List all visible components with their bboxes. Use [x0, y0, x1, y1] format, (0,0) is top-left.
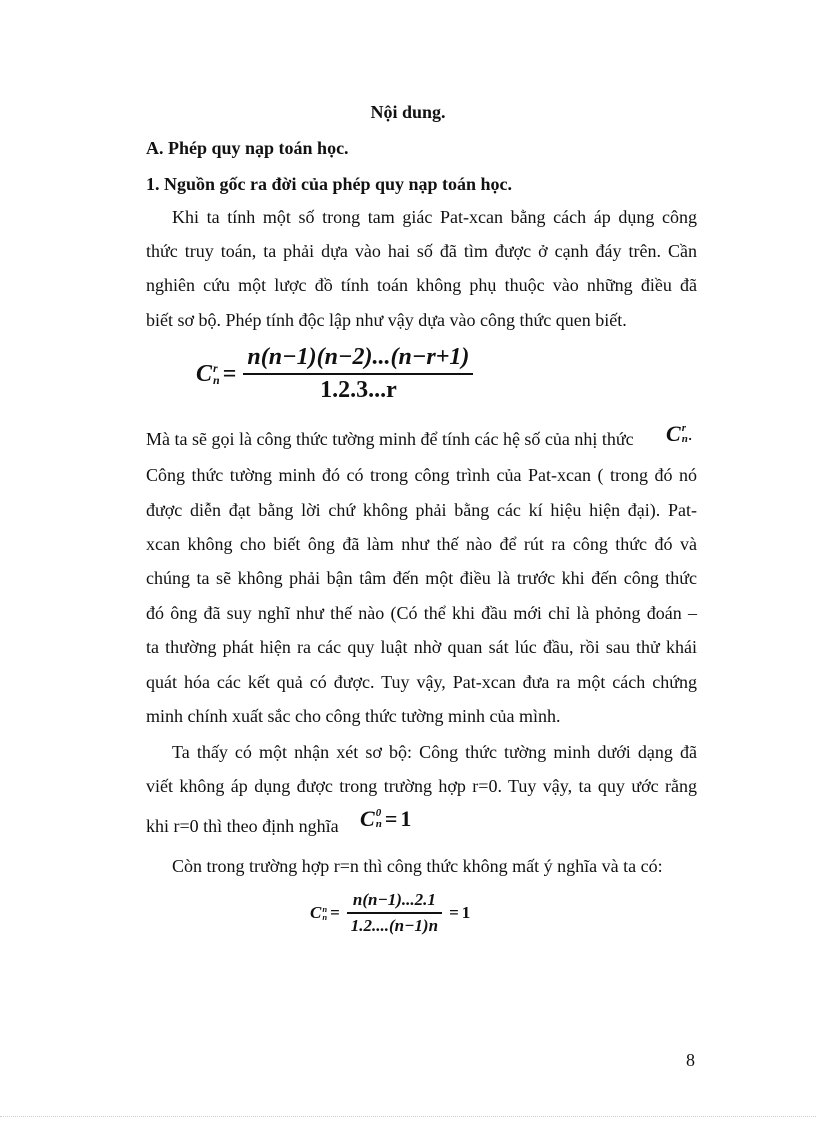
- paragraph-1-line-2: thức truy toán, ta phải dựa vào hai số đã tìm được ở cạnh đáy trên. Cần: [146, 241, 697, 261]
- paragraph-2-line-6: đó ông đã suy nghĩ như thế nào (Có thể khi đầu mới chỉ là phỏng đoán –: [146, 603, 697, 623]
- combination-formula: [196, 344, 477, 404]
- paragraph-1-line-3: nghiên cứu một lược đồ tính toán không phụ thuộc vào những điều đã: [146, 275, 697, 295]
- inline-combination-symbol: C r n .: [666, 421, 693, 446]
- paragraph-2-line-9: minh chính xuất sắc cho công thức tường minh của mình.: [146, 706, 561, 726]
- combination-symbol: C r n: [196, 360, 220, 387]
- paragraph-2-line-4: xcan không cho biết ông đã làm như thế nào để rút ra công thức đó và: [146, 534, 697, 554]
- page-title: Nội dung.: [370, 102, 446, 122]
- paragraph-4: Còn trong trường hợp r=n thì công thức không mất ý nghĩa và ta có:: [172, 856, 663, 876]
- paragraph-1-line-4: biết sơ bộ. Phép tính độc lập như vậy dựa vào công thức quen biết.: [146, 310, 627, 330]
- section-a-heading: A. Phép quy nạp toán học.: [146, 138, 349, 158]
- paragraph-2-line-1: Mà ta sẽ gọi là công thức tường minh để tính các hệ số của nhị thức: [146, 429, 634, 449]
- page-number: 8: [686, 1050, 695, 1070]
- denominator: 1.2....(n−1)n: [350, 916, 439, 935]
- c-n-zero-formula: C 0 n = 1: [360, 806, 412, 831]
- section-1-heading: 1. Nguồn gốc ra đời của phép quy nạp toán học.: [146, 174, 513, 194]
- numerator: n(n−1)(n−2)...(n−r+1): [247, 344, 470, 370]
- page-edge-divider: [0, 1116, 816, 1117]
- paragraph-2-line-2: Công thức tường minh đó có trong công trình của Pat-xcan ( trong đó nó: [146, 465, 697, 485]
- paragraph-2-line-7: ta thường phát hiện ra các quy luật nhờ quan sát lúc đầu, rồi sau thử khái: [146, 637, 697, 657]
- paragraph-1-line-1: Khi ta tính một số trong tam giác Pat-xcan bằng cách áp dụng công: [172, 207, 697, 227]
- c-n-n-formula: C n n = $\frac{n(n-1)...2.1}{1.2....(n-1)n}$ = 1: [310, 890, 471, 935]
- paragraph-2-line-8: quát hóa các kết quả có được. Tuy vậy, Pat-xcan đưa ra một cách chứng: [146, 672, 697, 692]
- numerator: n(n−1)...2.1: [352, 890, 436, 909]
- paragraph-3-line-3: khi r=0 thì theo định nghĩa: [146, 816, 339, 836]
- fraction: [243, 344, 473, 404]
- paragraph-3-line-1: Ta thấy có một nhận xét sơ bộ: Công thức tường minh dưới dạng đã: [172, 742, 697, 762]
- equals-sign: =: [222, 360, 237, 387]
- denominator: 1.2.3...r: [320, 377, 397, 403]
- paragraph-3-line-2: viết không áp dụng được trong trường hợp r=0. Tuy vậy, ta quy ước rằng: [146, 776, 697, 796]
- paragraph-2-line-3: được diễn đạt bằng lời chứ không phải bằng các kí hiệu hiện đại). Pat-: [146, 500, 697, 520]
- paragraph-2-line-5: chúng ta sẽ không phải bận tâm đến một điều là trước khi đến công thức: [146, 568, 697, 588]
